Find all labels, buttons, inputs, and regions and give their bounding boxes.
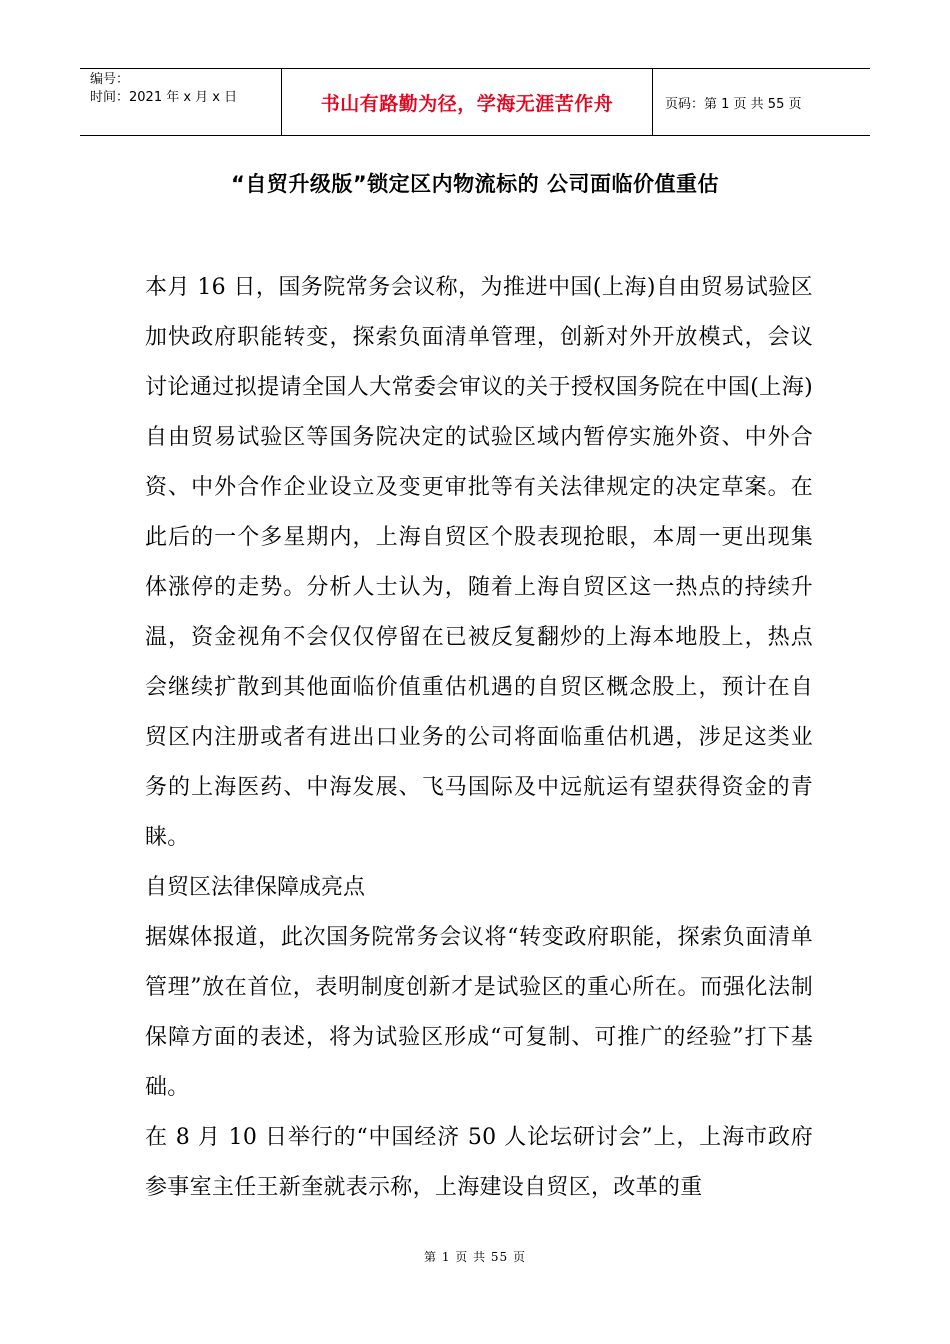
document-title: “自贸升级版”锁定区内物流标的 公司面临价值重估 xyxy=(231,172,719,196)
document-body xyxy=(145,263,813,1213)
header-motto: 书山有路勤为径，学海无涯苦作舟 xyxy=(320,92,614,115)
body-paragraph: 本月 16 日，国务院常务会议称，为推进中国(上海)自由贸易试验区加快政府职能转变，探索负面清单管理，创新对外开放模式，会议讨论通过拟提请全国人大常委会审议的关于授权国务院在中国(上海)自由贸易试验区等国务院决定的试验区域内暂停实施外资、中外合资、中外合作企业设立及变更审批等有关法律规定的决定草案。在此后的一个多星期内，上海自贸区个股表现抢眼，本周一更出现集体涨停的走势。分析人士认为，随着上海自贸区这一热点的持续升温，资金视角不会仅仅停留在已被反复翻炒的上海本地股上，热点会继续扩散到其他面临价值重估机遇的自贸区概念股上，预计在自贸区内注册或者有进出口业务的公司将面临重估机遇，涉足这类业务的上海医药、中海发展、飞马国际及中远航运有望获得资金的青睐。 xyxy=(145,275,813,850)
header-meta xyxy=(80,69,282,135)
section-heading: 自贸区法律保障成亮点 xyxy=(145,875,366,900)
header-page-info: 页码：第 1 页 共 55 页 xyxy=(665,96,802,112)
page-footer: 第 1 页 共 55 页 xyxy=(424,1250,526,1264)
header-page-cell xyxy=(653,69,870,135)
body-paragraph: 据媒体报道，此次国务院常务会议将“转变政府职能，探索负面清单管理”放在首位，表明制度创新才是试验区的重心所在。而强化法制保障方面的表述，将为试验区形成“可复制、可推广的经验”打下基础。 xyxy=(145,925,813,1100)
doc-number-label: 编号： xyxy=(90,72,130,87)
header-motto-cell xyxy=(282,69,653,135)
header-table xyxy=(80,68,870,136)
body-paragraph: 在 8 月 10 日举行的“中国经济 50 人论坛研讨会”上，上海市政府参事室主任王新奎就表示称，上海建设自贸区，改革的重 xyxy=(145,1125,813,1200)
doc-time-label: 时间：2021 年 x 月 x 日 xyxy=(90,90,238,105)
